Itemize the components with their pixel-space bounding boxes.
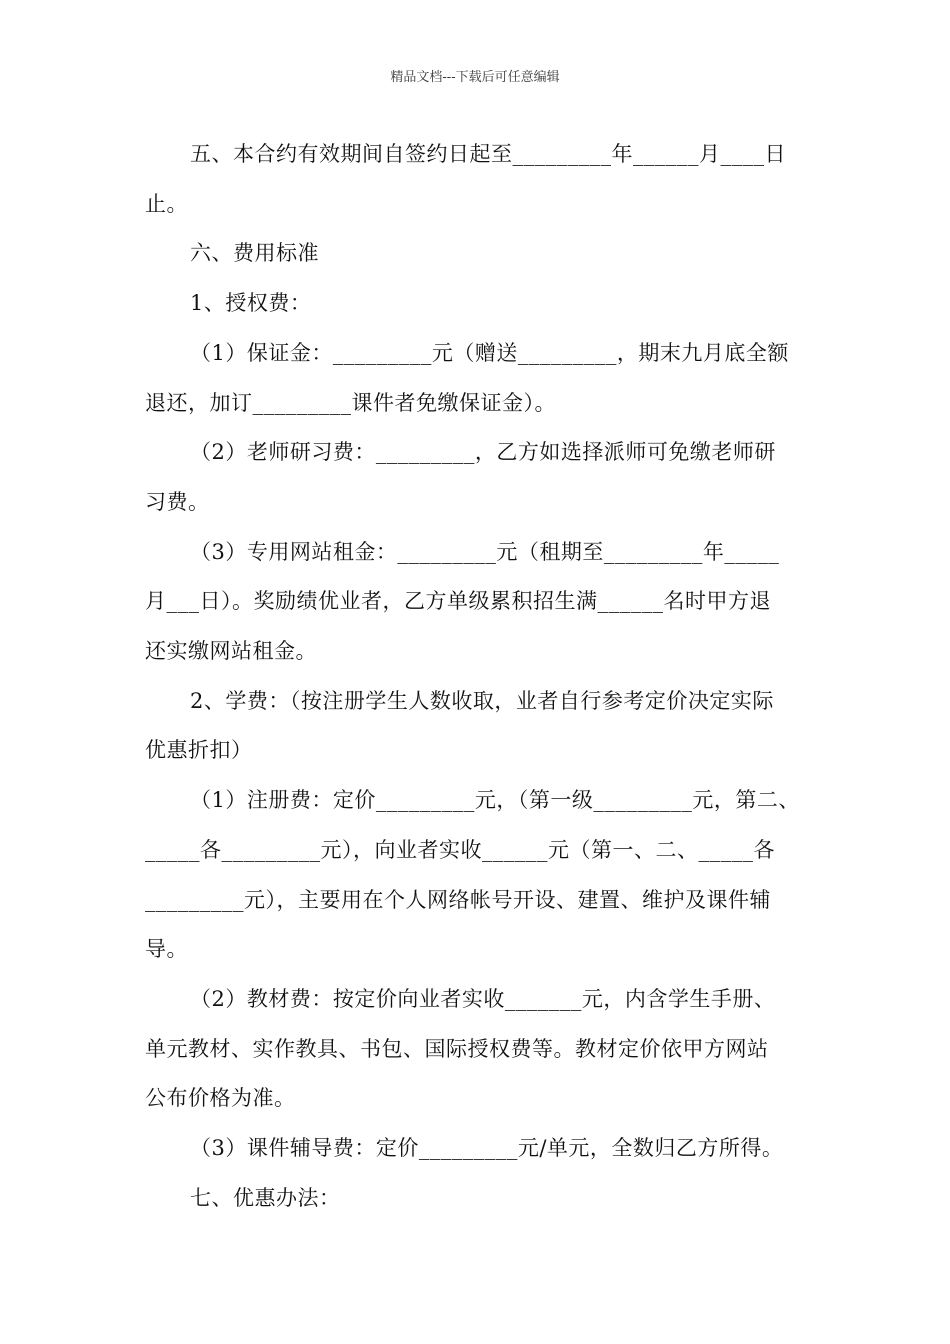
page-header: 精品文档---下载后可任意编辑 (390, 70, 560, 85)
teacher-fee-line-1: （2）老师研习费：_________，乙方如选择派师可免缴老师研 (190, 440, 776, 464)
registration-line-2: _____各_________元），向业者实收______元（第一、二、_____各 (145, 838, 775, 862)
clause-5-line-2: 止。 (145, 192, 188, 216)
registration-line-1: （1）注册费：定价_________元，（第一级_________元，第二、 (190, 788, 800, 812)
item-1-heading: 1、授权费： (190, 291, 312, 315)
website-rent-line-2: 月___日）。奖励绩优业者，乙方单级累积招生满______名时甲方退 (145, 589, 771, 613)
section-7-heading: 七、优惠办法： (190, 1186, 341, 1210)
tutoring-fee-line: （3）课件辅导费：定价_________元/单元，全数归乙方所得。 (190, 1136, 784, 1160)
section-6-heading: 六、费用标准 (190, 241, 319, 265)
tuition-line-1: 2、学费：（按注册学生人数收取，业者自行参考定价决定实际 (190, 689, 774, 713)
deposit-line-1: （1）保证金：_________元（赠送_________，期末九月底全额 (190, 341, 789, 365)
tuition-line-2: 优惠折扣） (145, 738, 253, 762)
website-rent-line-1: （3）专用网站租金：_________元（租期至_________年_____ (190, 540, 780, 564)
materials-line-3: 公布价格为准。 (145, 1086, 296, 1110)
materials-line-1: （2）教材费：按定价向业者实收_______元，内含学生手册、 (190, 987, 776, 1011)
clause-5-line-1: 五、本合约有效期间自签约日起至_________年______月____日 (190, 142, 786, 166)
materials-line-2: 单元教材、实作教具、书包、国际授权费等。教材定价依甲方网站 (145, 1037, 769, 1061)
teacher-fee-line-2: 习费。 (145, 490, 210, 514)
website-rent-line-3: 还实缴网站租金。 (145, 639, 317, 663)
deposit-line-2: 退还，加订_________课件者免缴保证金）。 (145, 391, 556, 415)
registration-line-3: _________元），主要用在个人网络帐号开设、建置、维护及课件辅 (145, 888, 771, 912)
registration-line-4: 导。 (145, 937, 188, 961)
